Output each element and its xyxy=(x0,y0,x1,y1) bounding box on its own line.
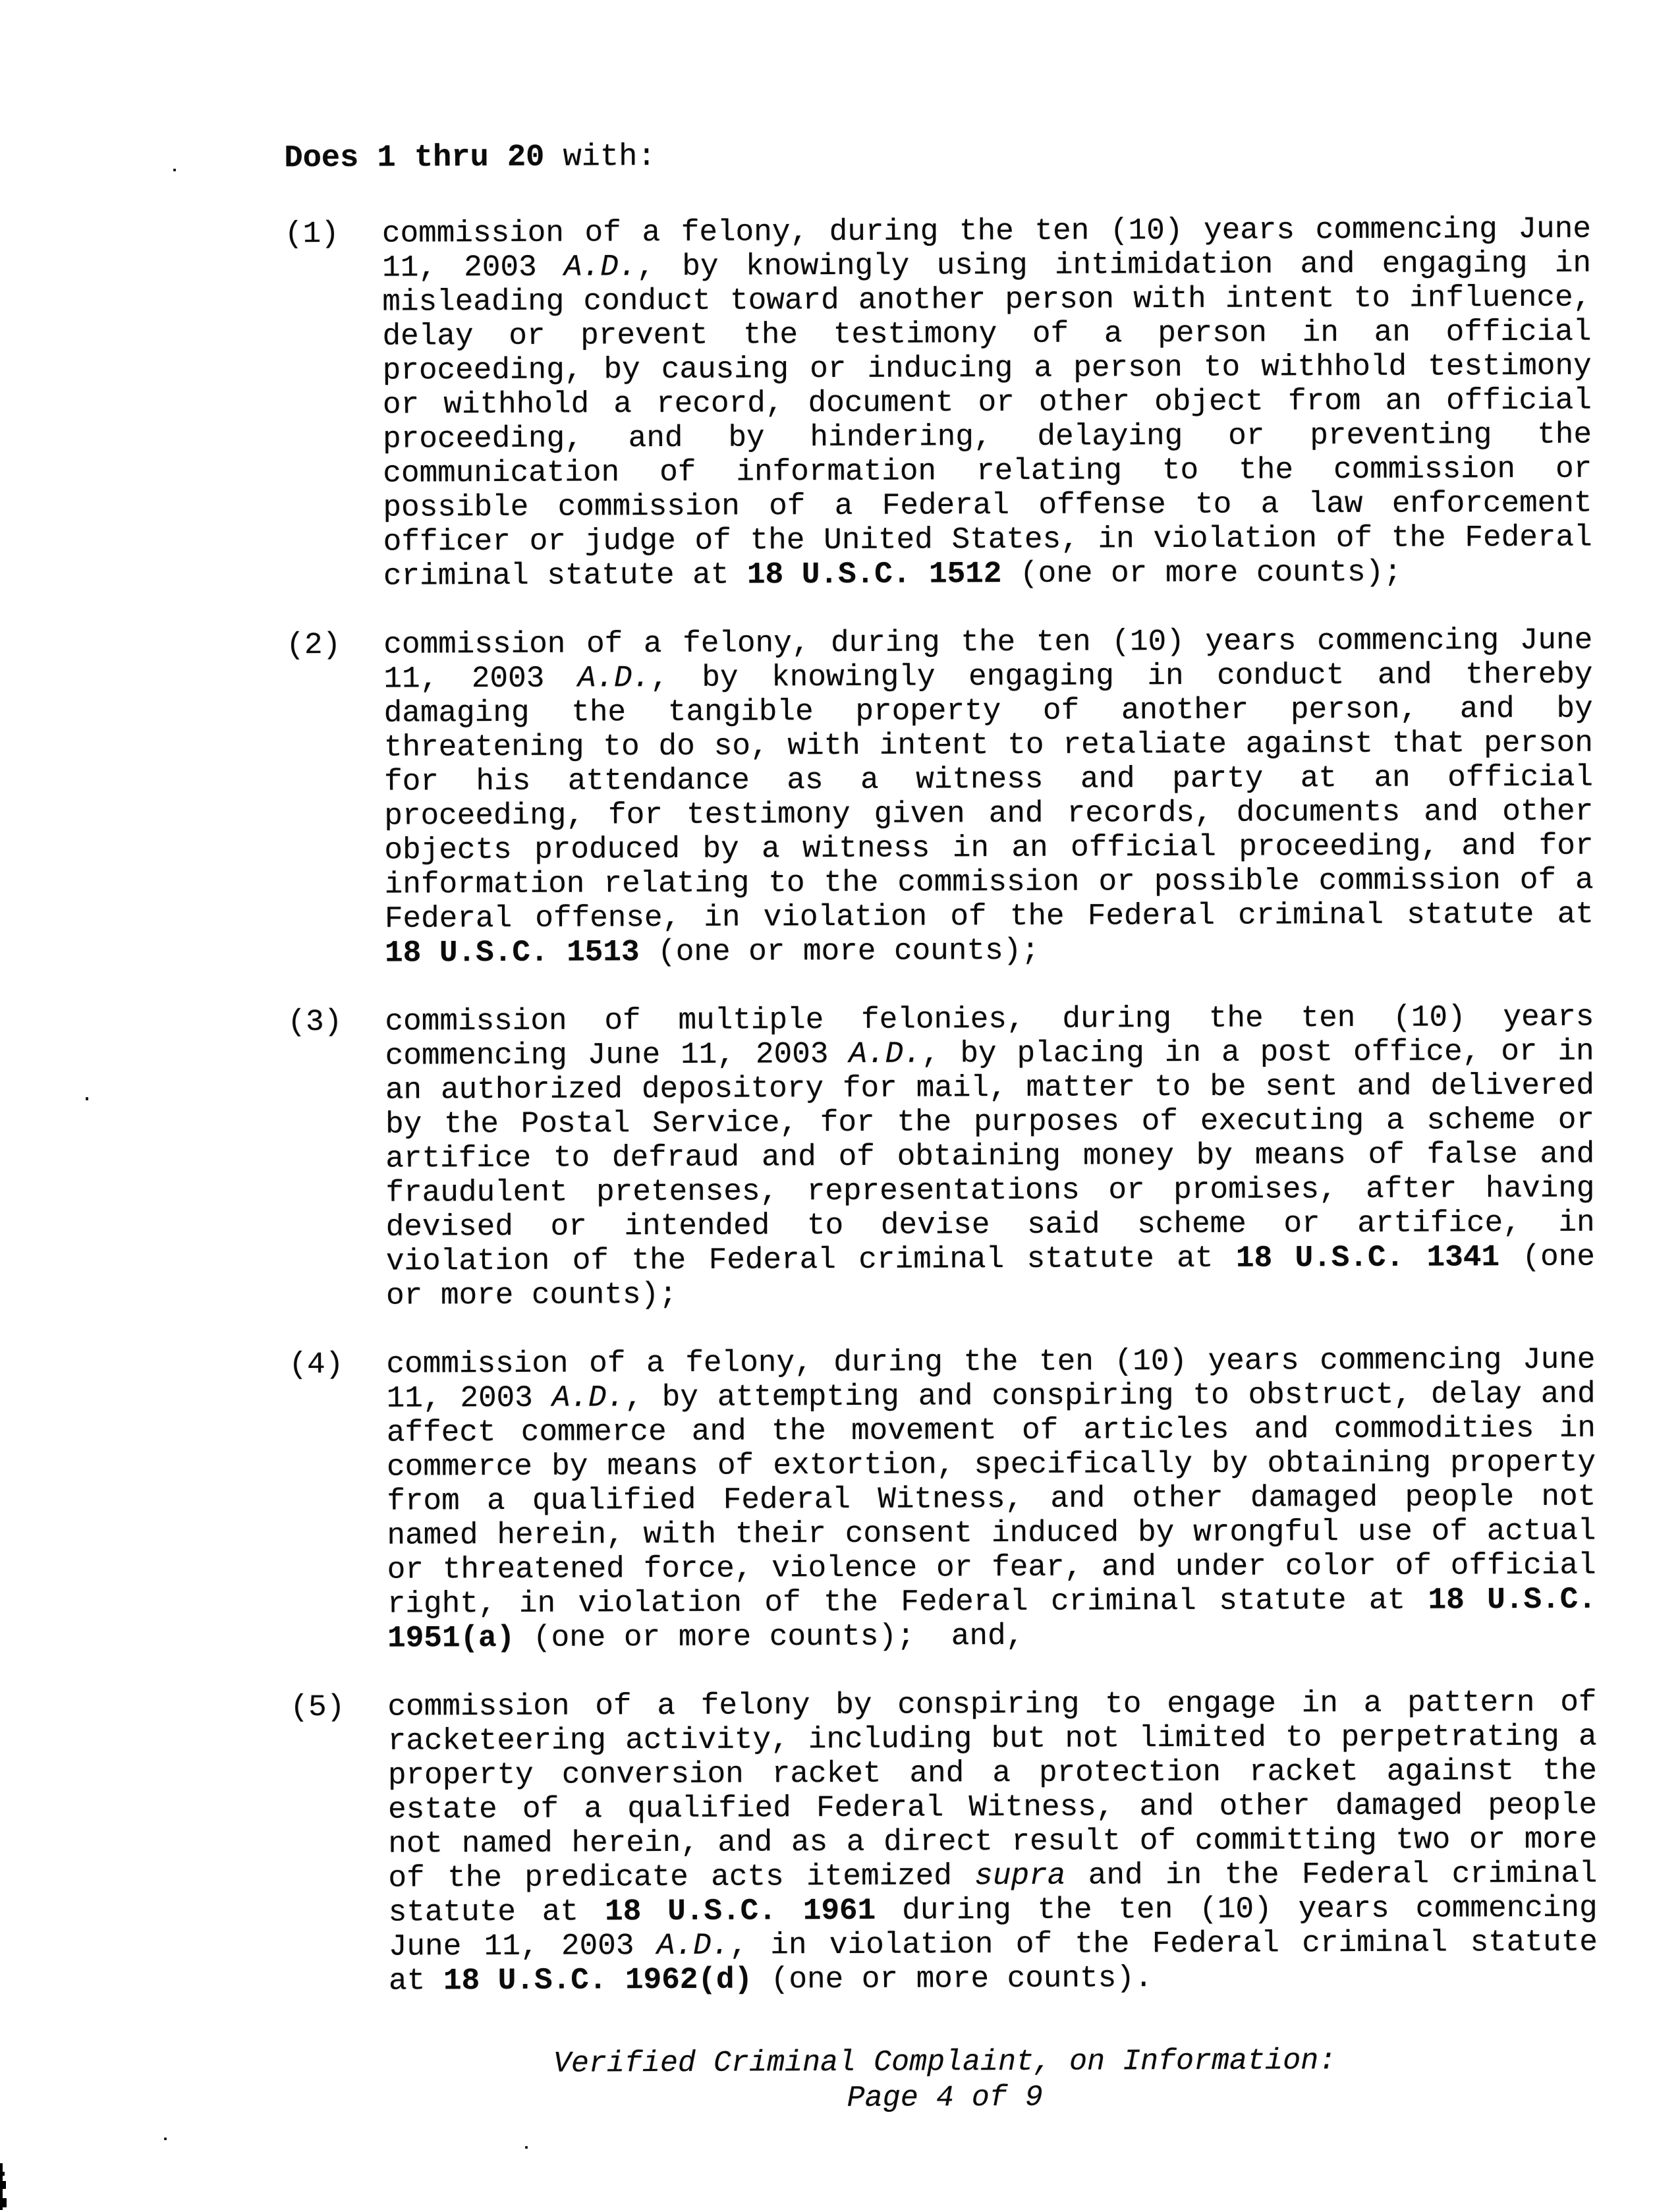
item-number: (2) xyxy=(286,627,341,663)
item-text: commission of a felony, during the ten (10) years commencing June 11, 2003 A.D., by knowingly using intimidation and engaging in misleading conduct toward another person with intent to influence, delay or prevent the testimony of a person in an official proceeding, by causing or inducing a person to withhold testimony or withhold a record, document or other object from an official proceeding, and by hindering, delaying or preventing the communication of information relating to the commission or possible commission of a Federal offense to a law enforcement officer or judge of the United States, in violation of the Federal criminal statute at 18 U.S.C. 1512 (one or more counts); xyxy=(381,212,1611,594)
page-footer xyxy=(291,2043,1598,2119)
item-text: commission of a felony, during the ten (10) years commencing June 11, 2003 A.D., by knowingly engaging in conduct and thereby damaging the tangible property of another person, and by threatening to do so, with intent to retaliate against that person for his attendance as a witness and party at an official proceeding, for testimony given and records, documents and other objects produced by a witness in an official proceeding, and for information relating to the commission or possible commission of a Federal offense, in violation of the Federal criminal statute at 18 U.S.C. 1513 (one or more counts); xyxy=(383,623,1612,971)
item-number: (4) xyxy=(289,1347,344,1382)
footer-page-number: Page 4 of 9 xyxy=(847,2080,1043,2115)
scan-speck xyxy=(164,2138,167,2140)
complaint-item-1 xyxy=(284,212,1611,594)
scan-speck xyxy=(173,169,176,171)
scan-artifact-blob xyxy=(0,2198,7,2207)
scan-artifact-blob xyxy=(0,2181,6,2189)
complaint-item-5 xyxy=(290,1685,1616,1999)
item-number: (3) xyxy=(287,1004,343,1040)
item-number: (5) xyxy=(290,1689,345,1725)
section-heading: Does 1 thru 20 with: xyxy=(284,140,656,177)
item-text: commission of a felony, during the ten (10) years commencing June 11, 2003 A.D., by attempting and conspiring to obstruct, delay and affect commerce and the movement of articles and commodities in commerce by means of extortion, specifically by obtaining property from a qualified Federal Witness, and other damaged people not named herein, with their consent induced by wrongful use of actual or threatened force, violence or fear, and under color of official right, in violation of the Federal criminal statute at 18 U.S.C. 1951(a) (one or more counts); and, xyxy=(386,1342,1615,1656)
complaint-item-4 xyxy=(289,1342,1615,1657)
scan-artifact-blob xyxy=(1,2172,5,2176)
complaint-item-2 xyxy=(286,623,1612,971)
footer-title: Verified Criminal Complaint, on Information: xyxy=(553,2044,1337,2081)
item-text: commission of multiple felonies, during the ten (10) years commencing June 11, 2003 A.D., by placing in a post office, or in an authorized depository for mail, matter to be sent and delivered by the Postal Service, for the purposes of executing a scheme or artifice to defraud and of obtaining money by means of false and fraudulent pretenses, representations or promises, after having devised or intended to devise said scheme or artifice, in violation of the Federal criminal statute at 18 U.S.C. 1341 (one or more counts); xyxy=(385,1000,1613,1313)
item-text: commission of a felony by conspiring to engage in a pattern of racketeering activity, including but not limited to perpetrating a property conversion racket and a protection racket against the estate of a qualified Federal Witness, and other damaged people not named herein, and as a direct result of committing two or more of the predicate acts itemized supra and in the Federal criminal statute at 18 U.S.C. 1961 during the ten (10) years commencing June 11, 2003 A.D., in violation of the Federal criminal statute at 18 U.S.C. 1962(d) (one or more counts). xyxy=(387,1685,1616,1998)
document-content xyxy=(284,136,1616,2119)
scan-speck xyxy=(525,2146,528,2149)
item-number: (1) xyxy=(284,216,339,252)
scan-speck xyxy=(86,1097,88,1100)
complaint-item-3 xyxy=(287,1000,1613,1314)
